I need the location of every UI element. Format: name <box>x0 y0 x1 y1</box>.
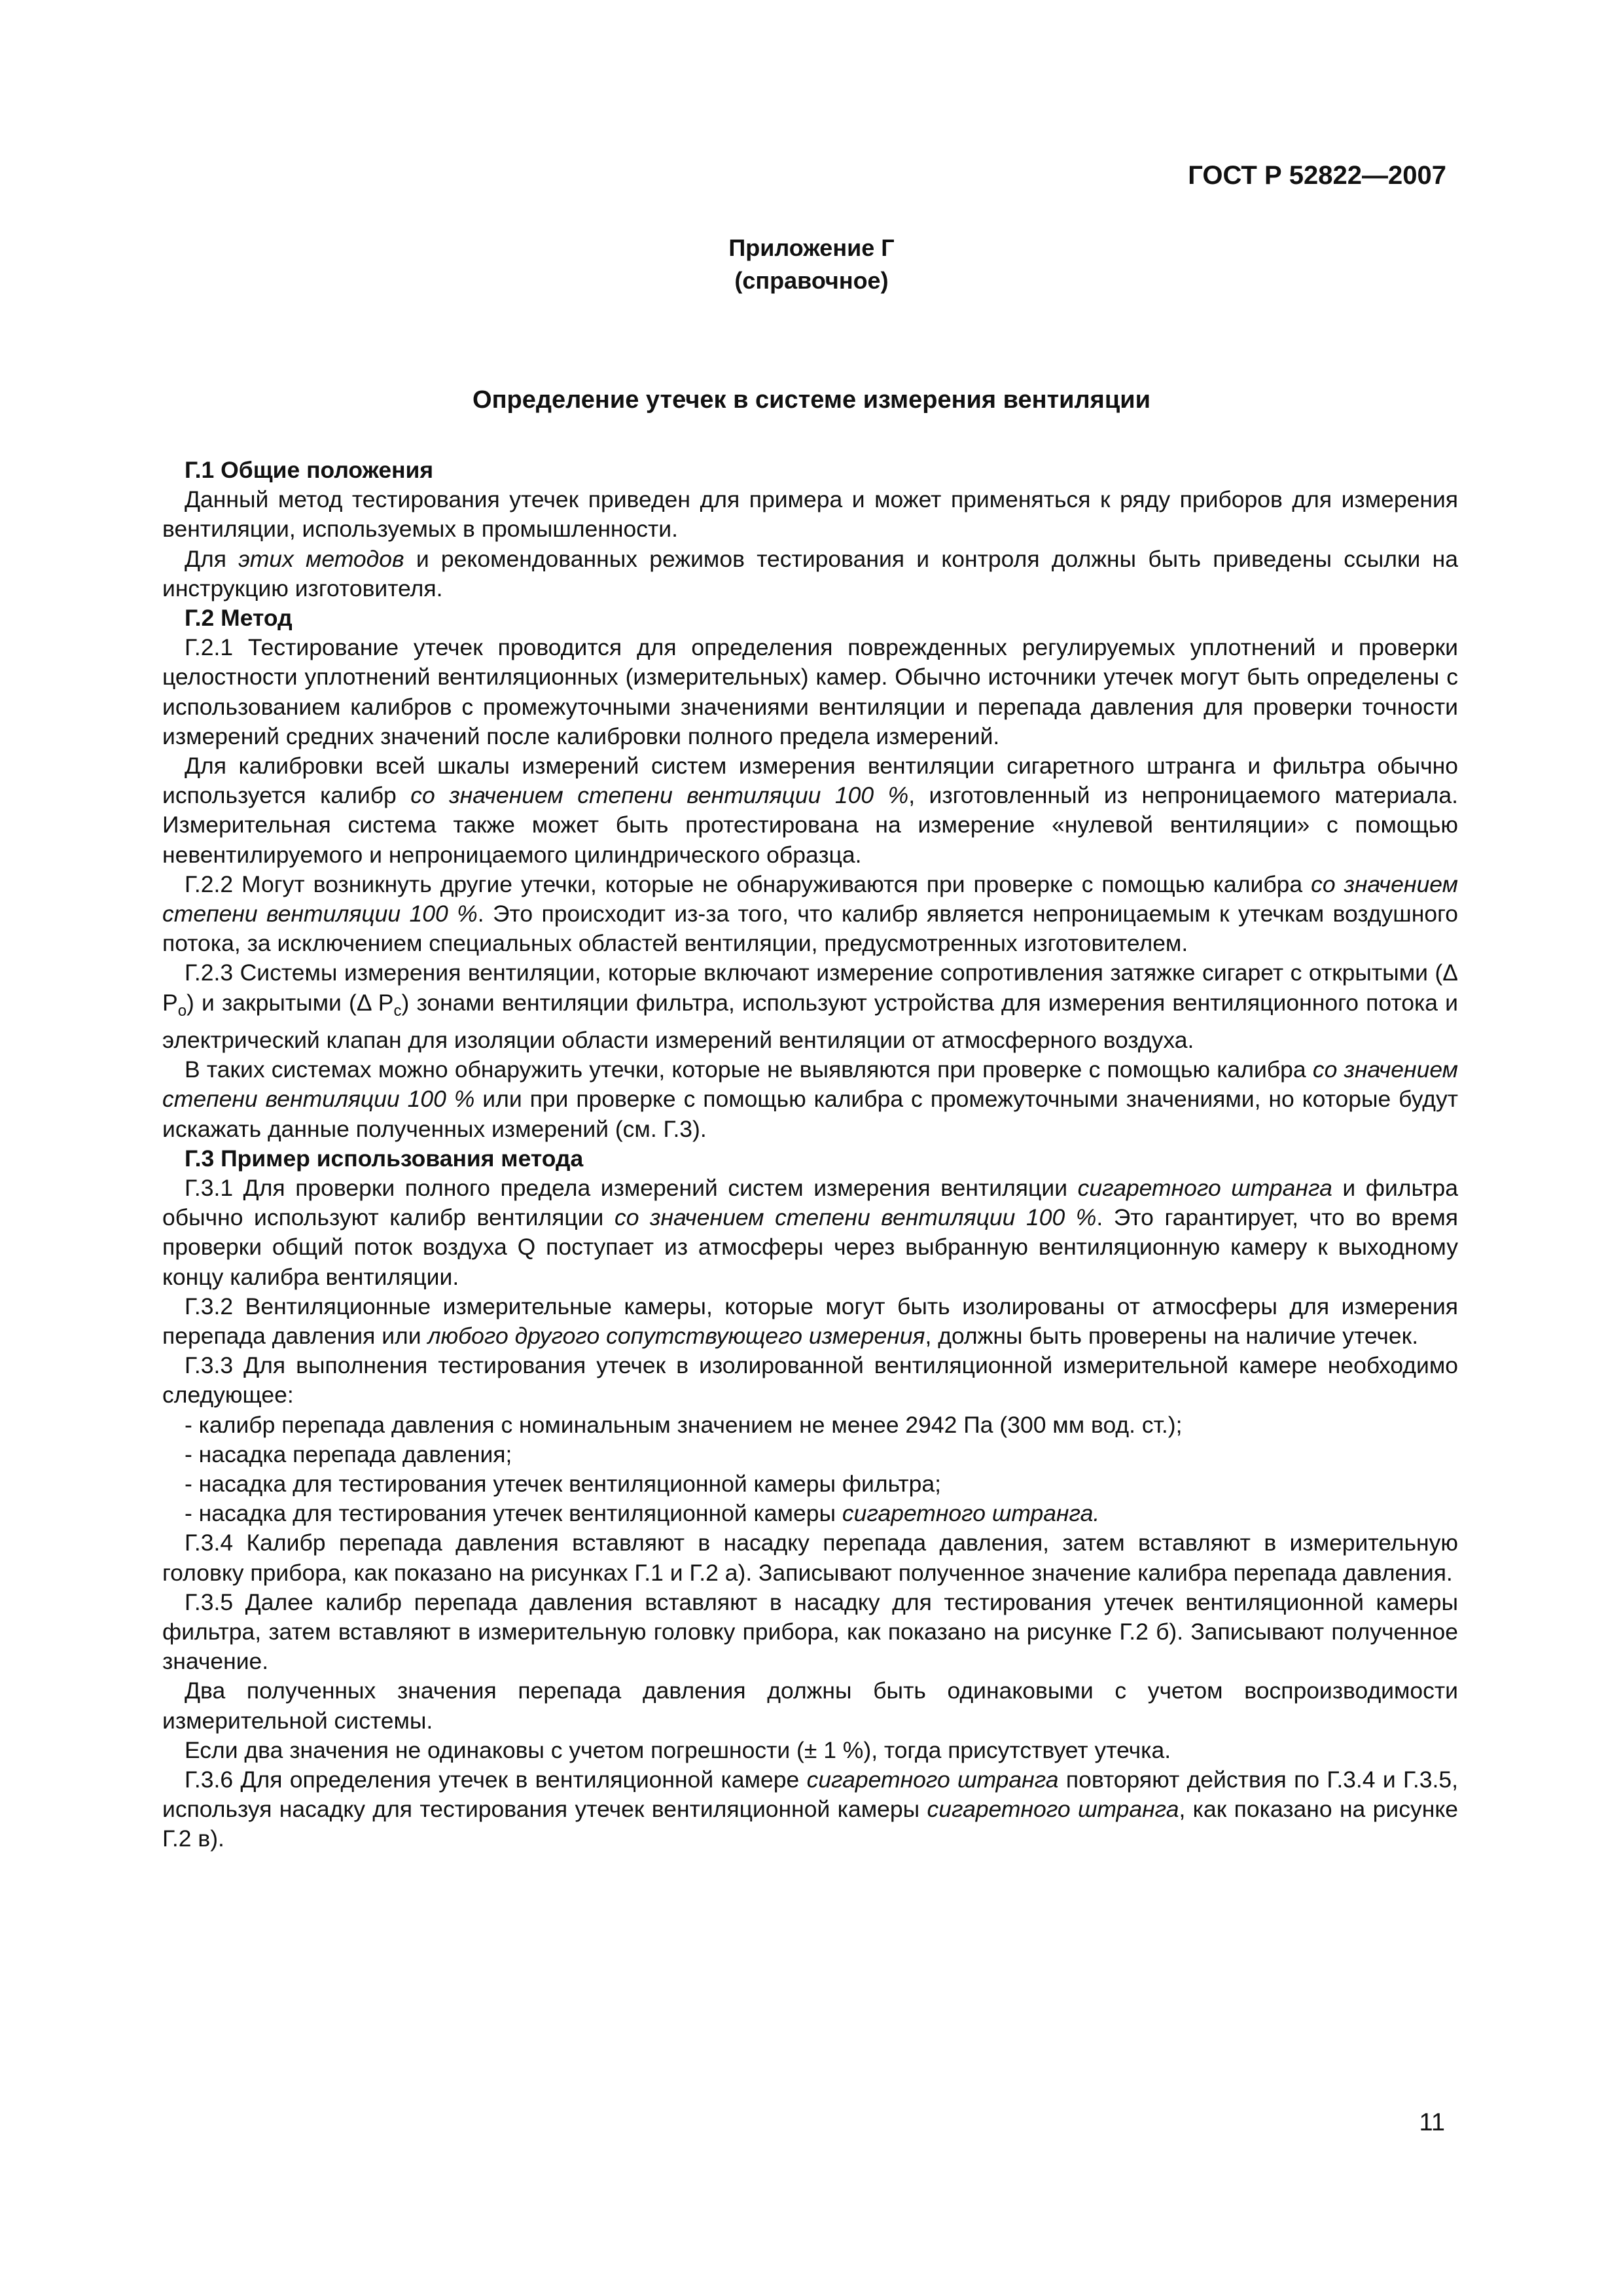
page-number: 11 <box>1419 2109 1445 2136</box>
appendix-type: (справочное) <box>734 267 889 294</box>
section-heading-g2: Г.2 Метод <box>185 605 293 632</box>
body-text <box>162 456 1458 1854</box>
paragraph: Для калибровки всей шкалы измерений систем измерения вентиляции сигаретного штранга и фильтра обычно используется калибр со значением степени вентиляции 100 %, изготовленный из непроницаемого материала. Измерительная система также может быть протестирована на измерение «нулевой вентиляции» с помощью невентилируемого и непроницаемого цилиндрического образца. <box>162 753 1458 868</box>
paragraph: Г.3.5 Далее калибр перепада давления вставляют в насадку для тестирования утечек вентиляционной камеры фильтра, затем вставляют в измерительную головку прибора, как показано на рисунке Г.2 б). Записывают полученное значение. <box>162 1588 1458 1675</box>
section-heading-g1: Г.1 Общие положения <box>185 457 434 483</box>
list-item: - насадка для тестирования утечек вентиляционной камеры фильтра; <box>185 1471 941 1497</box>
paragraph: В таких системах можно обнаружить утечки, которые не выявляются при проверке с помощью калибра со значением степени вентиляции 100 % или при проверке с помощью калибра с промежуточными значениями, но которые будут искажать данные полученных измерений (см. Г.3). <box>162 1056 1459 1142</box>
paragraph: Г.3.4 Калибр перепада давления вставляют в насадку перепада давления, затем вставляют в измерительную головку прибора, как показано на рисунках Г.1 и Г.2 а). Записывают полученное значение калибра перепада давления. <box>162 1530 1458 1586</box>
list-item: - насадка для тестирования утечек вентиляционной камеры сигаретного штранга. <box>185 1500 1100 1527</box>
appendix-label: Приложение Г <box>728 234 895 261</box>
paragraph: Г.3.6 Для определения утечек в вентиляционной камере сигаретного штранга повторяют действия по Г.3.4 и Г.3.5, используя насадку для тестирования утечек вентиляционной камеры сигаретного штранга, как показано на рисунке Г.2 в). <box>162 1767 1459 1852</box>
appendix-heading <box>0 232 1623 297</box>
paragraph: Г.2.3 Системы измерения вентиляции, которые включают измерение сопротивления затяжке сигарет с открытыми (Δ $P_o$) и закрытыми (Δ $P_c$) зонами вентиляции фильтра, используют устройства для измерения вентиляционного потока и электрический клапан для изоляции области измерений вентиляции от атмосферного воздуха. <box>162 960 1458 1053</box>
paragraph: Два полученных значения перепада давления должны быть одинаковыми с учетом воспроизводимости измерительной системы. <box>162 1677 1458 1734</box>
document-code: ГОСТ Р 52822—2007 <box>1188 161 1446 190</box>
paragraph: Г.2.2 Могут возникнуть другие утечки, которые не обнаруживаются при проверке с помощью калибра со значением степени вентиляции 100 %. Это происходит из-за того, что калибр является непроницаемым к утечкам воздушного потока, за исключением специальных областей вентиляции, предусмотренных изготовителем. <box>162 870 1459 957</box>
paragraph: Г.3.3 Для выполнения тестирования утечек в изолированной вентиляционной измерительной камере необходимо следующее: <box>162 1352 1458 1408</box>
paragraph: Данный метод тестирования утечек приведен для примера и может применяться к ряду приборов для измерения вентиляции, используемых в промышленности. <box>162 486 1458 543</box>
paragraph: Г.3.1 Для проверки полного предела измерений систем измерения вентиляции сигаретного штранга и фильтра обычно используют калибр вентиляции со значением степени вентиляции 100 %. Это гарантирует, что во время проверки общий поток воздуха Q поступает из атмосферы через выбранную вентиляционную камеру к выходному концу калибра вентиляции. <box>162 1174 1458 1290</box>
paragraph: Для этих методов и рекомендованных режимов тестирования и контроля должны быть приведены ссылки на инструкцию изготовителя. <box>162 545 1458 601</box>
section-heading-g3: Г.3 Пример использования метода <box>185 1145 584 1172</box>
list-item: - насадка перепада давления; <box>185 1441 512 1467</box>
paragraph: Если два значения не одинаковы с учетом погрешности (± 1 %), тогда присутствует утечка. <box>185 1736 1171 1763</box>
paragraph: Г.2.1 Тестирование утечек проводится для определения поврежденных регулируемых уплотнений и проверки целостности уплотнений вентиляционных (измерительных) камер. Обычно источники утечек могут быть определены с использованием калибров с промежуточными значениями вентиляции и перепада давления для проверки точности измерений средних значений после калибровки полного предела измерений. <box>162 634 1458 749</box>
page-title: Определение утечек в системе измерения вентиляции <box>473 386 1150 414</box>
paragraph: Г.3.2 Вентиляционные измерительные камеры, которые могут быть изолированы от атмосферы для измерения перепада давления или любого другого сопутствующего измерения, должны быть проверены на наличие утечек. <box>162 1293 1458 1349</box>
list-item: - калибр перепада давления с номинальным значением не менее 2942 Па (300 мм вод. ст.); <box>185 1411 1183 1438</box>
